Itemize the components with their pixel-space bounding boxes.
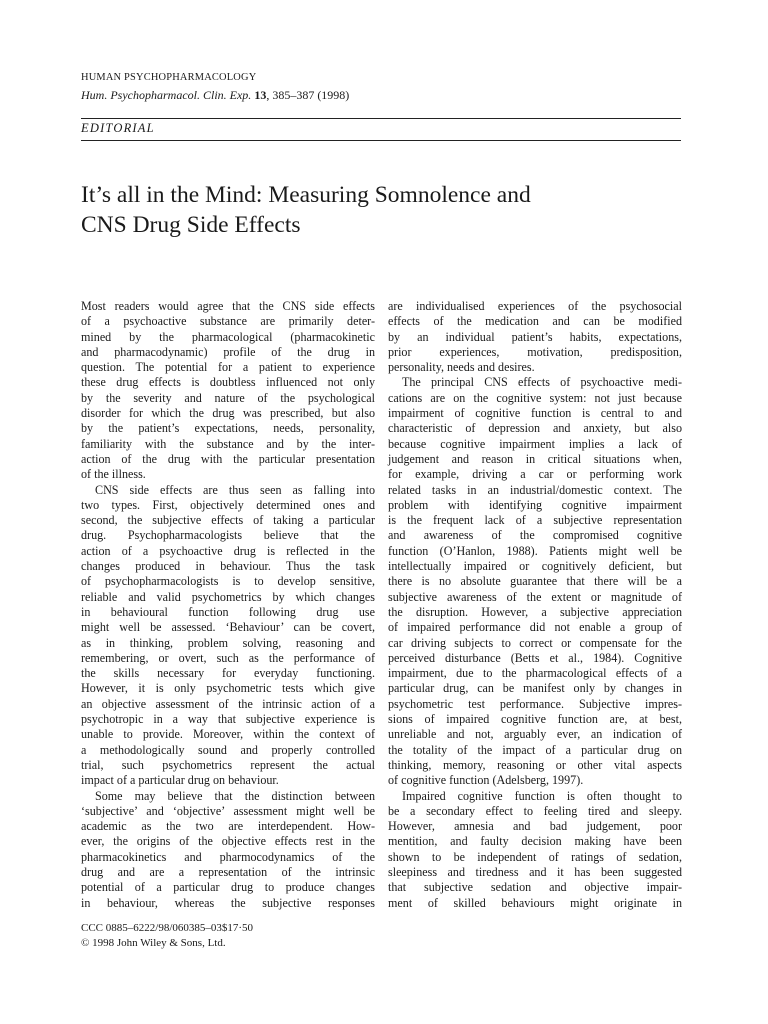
body-text-line: that subjective sedation and objective impair- [388,880,682,895]
body-text-line: psychotropic in a way that subjective experience is [81,712,375,727]
body-text-line: of the illness. [81,467,146,482]
body-text-line: ‘subjective’ and ‘objective’ assessment might well be [81,803,375,818]
body-text-line: problem with identifying cognitive impairment [388,497,682,512]
citation-journal: Hum. Psychopharmacol. Clin. Exp. [81,88,252,102]
body-text-line: as in thinking, problem solving, reasoning and [81,635,375,650]
body-text-line: trial, such psychometrics represent the actual [81,757,375,772]
body-text-line: unable to provide. Moreover, within the context of [81,727,375,742]
body-text-line: familiarity with the substance and by the inter- [81,436,375,451]
body-text-line: an objective assessment of the intrinsic action of a [81,696,375,711]
body-text-line: reliable and valid psychometrics by which changes [81,589,375,604]
body-text-line: related tasks in an industrial/domestic context. The [388,482,682,497]
body-text-line: cations are on the cognitive system: not just because [388,390,682,405]
body-text-line: car driving subjects to correct or compensate for the [388,635,682,650]
body-text-line: However, it is only psychometric tests which give [81,681,375,696]
body-text-line: mined by the pharmacological (pharmacokinetic [81,329,375,344]
body-text-line: action of a psychoactive drug is reflected in the [81,543,375,558]
body-text-line: by the patient’s expectations, needs, personality, [81,421,375,436]
right-column [388,299,682,911]
body-text-line: sleepiness and tiredness and it has been suggested [388,864,682,879]
body-text-line: subjective awareness of the extent or magnitude of [388,589,682,604]
body-text-line: mentition, and faulty decision making have been [388,834,682,849]
body-text-line: the skills necessary for everyday functioning. [81,666,375,681]
footer-code: CCC 0885–6222/98/060385–03$17·50 [81,922,254,934]
body-text-line: of psychopharmacologists is to develop sensitive, [81,574,375,589]
article-title [81,180,681,240]
body-text-line: sions of impaired cognitive function are, at best, [388,712,682,727]
body-text-line: intellectually impaired or cognitively deficient, but [388,559,682,574]
body-text-line: of a psychoactive substance are primarily deter- [81,314,375,329]
body-text-line: impact of a particular drug on behaviour. [81,773,279,788]
body-text-line: by an individual patient’s habits, expectations, [388,329,682,344]
body-text-line: of cognitive function (Adelsberg, 1997). [388,773,584,788]
body-text-line: academic as the two are interdependent. How- [81,819,375,834]
body-text-line: is the frequent lack of a subjective representation [388,513,682,528]
body-text-line: unreliable and not, arguably ever, an indication of [388,727,682,742]
body-text-line: shown to be independent of ratings of sedation, [388,849,682,864]
title-line: CNS Drug Side Effects [81,212,301,238]
body-text-line: ever, the origins of the objective effects rest in the [81,834,375,849]
body-text-line: The principal CNS effects of psychoactive medi- [402,375,682,390]
body-text-line: are individualised experiences of the psychosocial [388,299,682,313]
body-text-line: drug. Psychopharmacologists believe that the [81,528,375,543]
body-text-line: in behavioural function following drug use [81,604,375,619]
body-text-line: in behaviour, whereas the subjective responses [81,895,375,910]
body-text-line: impairment of cognitive function is central to and [388,406,682,421]
body-text-line: personality, needs and desires. [388,360,535,375]
body-text-line: impairment, due to the pharmacological effects of a [388,666,682,681]
body-text-line: CNS side effects are thus seen as falling into [95,482,375,497]
body-text-line: However, amnesia and bad judgement, poor [388,819,682,834]
body-text-line: second, the subjective effects of taking a particular [81,513,375,528]
body-text-line: changes produced in behaviour. Thus the task [81,559,375,574]
body-text-line: these drug effects is doubtless influenced not only [81,375,375,390]
title-line: It’s all in the Mind: Measuring Somnolence and [81,182,531,208]
body-text-line: judgement and reason in critical situations when, [388,451,682,466]
top-rule [81,118,681,119]
body-text-line: of impaired performance did not enable a group of [388,620,682,635]
body-text-line: and pharmacodynamic) profile of the drug in [81,344,375,359]
body-text-line: function (O’Hanlon, 1988). Patients might well be [388,543,682,558]
body-text-line: ment of skilled behaviours might originate in [388,895,682,910]
body-text-line: the totality of the impact of a particular drug on [388,742,682,757]
section-label: EDITORIAL [81,121,155,135]
body-text-line: Impaired cognitive function is often thought to [402,788,682,803]
body-text-line: question. The potential for a patient to experience [81,360,375,375]
body-text-line: action of the drug with the particular presentation [81,451,375,466]
bottom-rule [81,140,681,141]
body-text-line: thinking, memory, reasoning or other vital aspects [388,757,682,772]
body-text-line: might well be assessed. ‘Behaviour’ can be covert, [81,620,375,635]
journal-name: HUMAN PSYCHOPHARMACOLOGY [81,72,257,83]
body-text-line: and awareness of the compromised cognitive [388,528,682,543]
body-text-line: a methodologically sound and properly controlled [81,742,375,757]
body-text-line: be a secondary effect to feeling tired and sleepy. [388,803,682,818]
body-text-line: effects of the medication and can be modified [388,314,682,329]
body-text-line: potential of a particular drug to produce changes [81,880,375,895]
body-text-line: for example, driving a car or performing work [388,467,682,482]
footer-copyright: © 1998 John Wiley & Sons, Ltd. [81,937,226,949]
body-text-line: prior experiences, motivation, predisposition, [388,344,682,359]
citation-line [81,88,349,103]
body-text-line: two types. First, objectively determined ones and [81,497,375,512]
body-text-line: psychometric test performance. Subjective impres- [388,696,682,711]
body-text-line: the disruption. However, a subjective appreciation [388,604,682,619]
citation-volume: 13 [254,88,267,102]
body-text-line: because cognitive impairment implies a lack of [388,436,682,451]
body-text-line: remembering, or overt, such as the performance of [81,650,375,665]
body-text-line: by the severity and nature of the psychological [81,390,375,405]
body-text-line: Some may believe that the distinction between [95,788,375,803]
footer [81,921,253,951]
body-text-line: pharmacokinetics and pharmocodynamics of the [81,849,375,864]
body-text-line: characteristic of depression and anxiety, but also [388,421,682,436]
citation-pages-year: , 385–387 (1998) [266,88,350,102]
left-column [81,299,375,911]
body-text-line: disorder for which the drug was prescribed, but also [81,406,375,421]
body-text-line: particular drug, can be manifest only by changes in [388,681,682,696]
body-text-line: there is no absolute guarantee that there will be a [388,574,682,589]
body-text-line: Most readers would agree that the CNS side effects [81,299,375,313]
body-text-line: drug and are a representation of the intrinsic [81,864,375,879]
body-text-line: perceived disturbance (Betts et al., 1984). Cognitive [388,650,682,665]
